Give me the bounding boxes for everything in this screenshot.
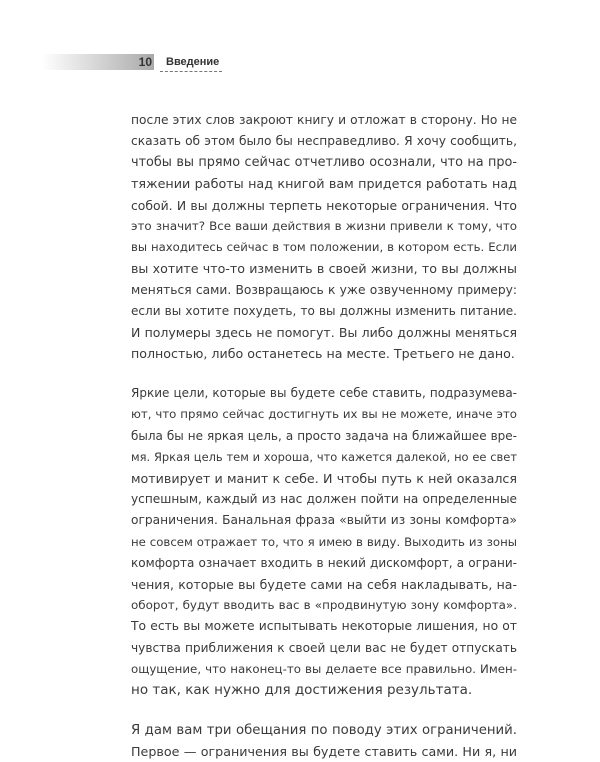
page-number: 10 (138, 55, 152, 69)
text-line: вы находитесь сейчас в том положении, в котором есть. Если (131, 240, 517, 255)
text-line: но так, как нужно для достижения результата. (131, 681, 473, 698)
text-line: Первое — ограничения вы будете ставить сами. Ни я, ни (131, 744, 517, 760)
text-line: меняться сами. Возвращаюсь к уже озвученному примеру: (131, 282, 517, 297)
text-line: собой. И вы должны терпеть некоторые ограничения. Что (131, 197, 517, 213)
text-line: оборот, будут вводить вас в «продвинутую зону комфорта». (131, 598, 517, 613)
text-line: сказать об этом было бы несправедливо. Я хочу сообщить, (131, 134, 517, 149)
text-line: это значит? Все ваши действия в жизни привели к тому, что (131, 218, 517, 233)
text-line: полностью, либо останетесь на месте. Третьего не дано. (131, 346, 515, 362)
text-line: была бы не яркая цель, а просто задача на ближайшее вре- (131, 428, 517, 443)
paragraph (131, 110, 517, 364)
text-line: тяжении работы над книгой вам придется работать над (131, 176, 517, 192)
body-text (131, 110, 517, 762)
section-title: Введение (166, 56, 220, 68)
text-line: после этих слов закроют книгу и отложат в сторону. Но не (131, 113, 517, 127)
text-line: То есть вы можете испытывать некоторые лишения, но от (131, 619, 517, 634)
paragraph (131, 720, 517, 762)
text-line: И полумеры здесь не помогут. Вы либо должны меняться (131, 324, 517, 340)
text-line: не совсем отражает то, что я имею в виду. Выходить из зоны (131, 534, 517, 549)
header-dashed-rule (160, 71, 222, 72)
paragraph (131, 383, 517, 701)
text-line: мя. Яркая цель тем и хороша, что кажется далекой, но ее свет (131, 449, 517, 464)
text-line: чтобы вы прямо сейчас отчетливо осознали, что на про- (131, 155, 517, 171)
text-line: ограничения. Банальная фраза «выйти из зоны комфорта» (131, 513, 517, 528)
text-line: успешным, каждый из нас должен пойти на определенные (131, 492, 517, 507)
text-line: Яркие цели, которые вы будете себе ставить, подразумева- (131, 386, 517, 401)
text-line: ощущение, что наконец-то вы делаете все правильно. Имен- (131, 661, 517, 676)
text-line: мотивирует и манит к себе. И чтобы путь к ней оказался (131, 471, 517, 486)
text-line: если вы хотите похудеть, то вы должны изменить питание. (131, 303, 517, 318)
text-line: Я дам вам три обещания по поводу этих ограничений. (131, 723, 517, 739)
text-line: чения, которые вы будете сами на себя накладывать, на- (131, 576, 517, 592)
text-line: комфорта означает входить в некий дискомфорт, а ограни- (131, 555, 517, 570)
text-line: ют, что прямо сейчас достигнуть их вы не можете, иначе это (131, 407, 517, 422)
running-header (42, 54, 220, 70)
text-line: чувства приближения к своей цели вас не будет отпускать (131, 640, 517, 655)
text-line: вы хотите что-то изменить в своей жизни, то вы должны (131, 261, 517, 277)
